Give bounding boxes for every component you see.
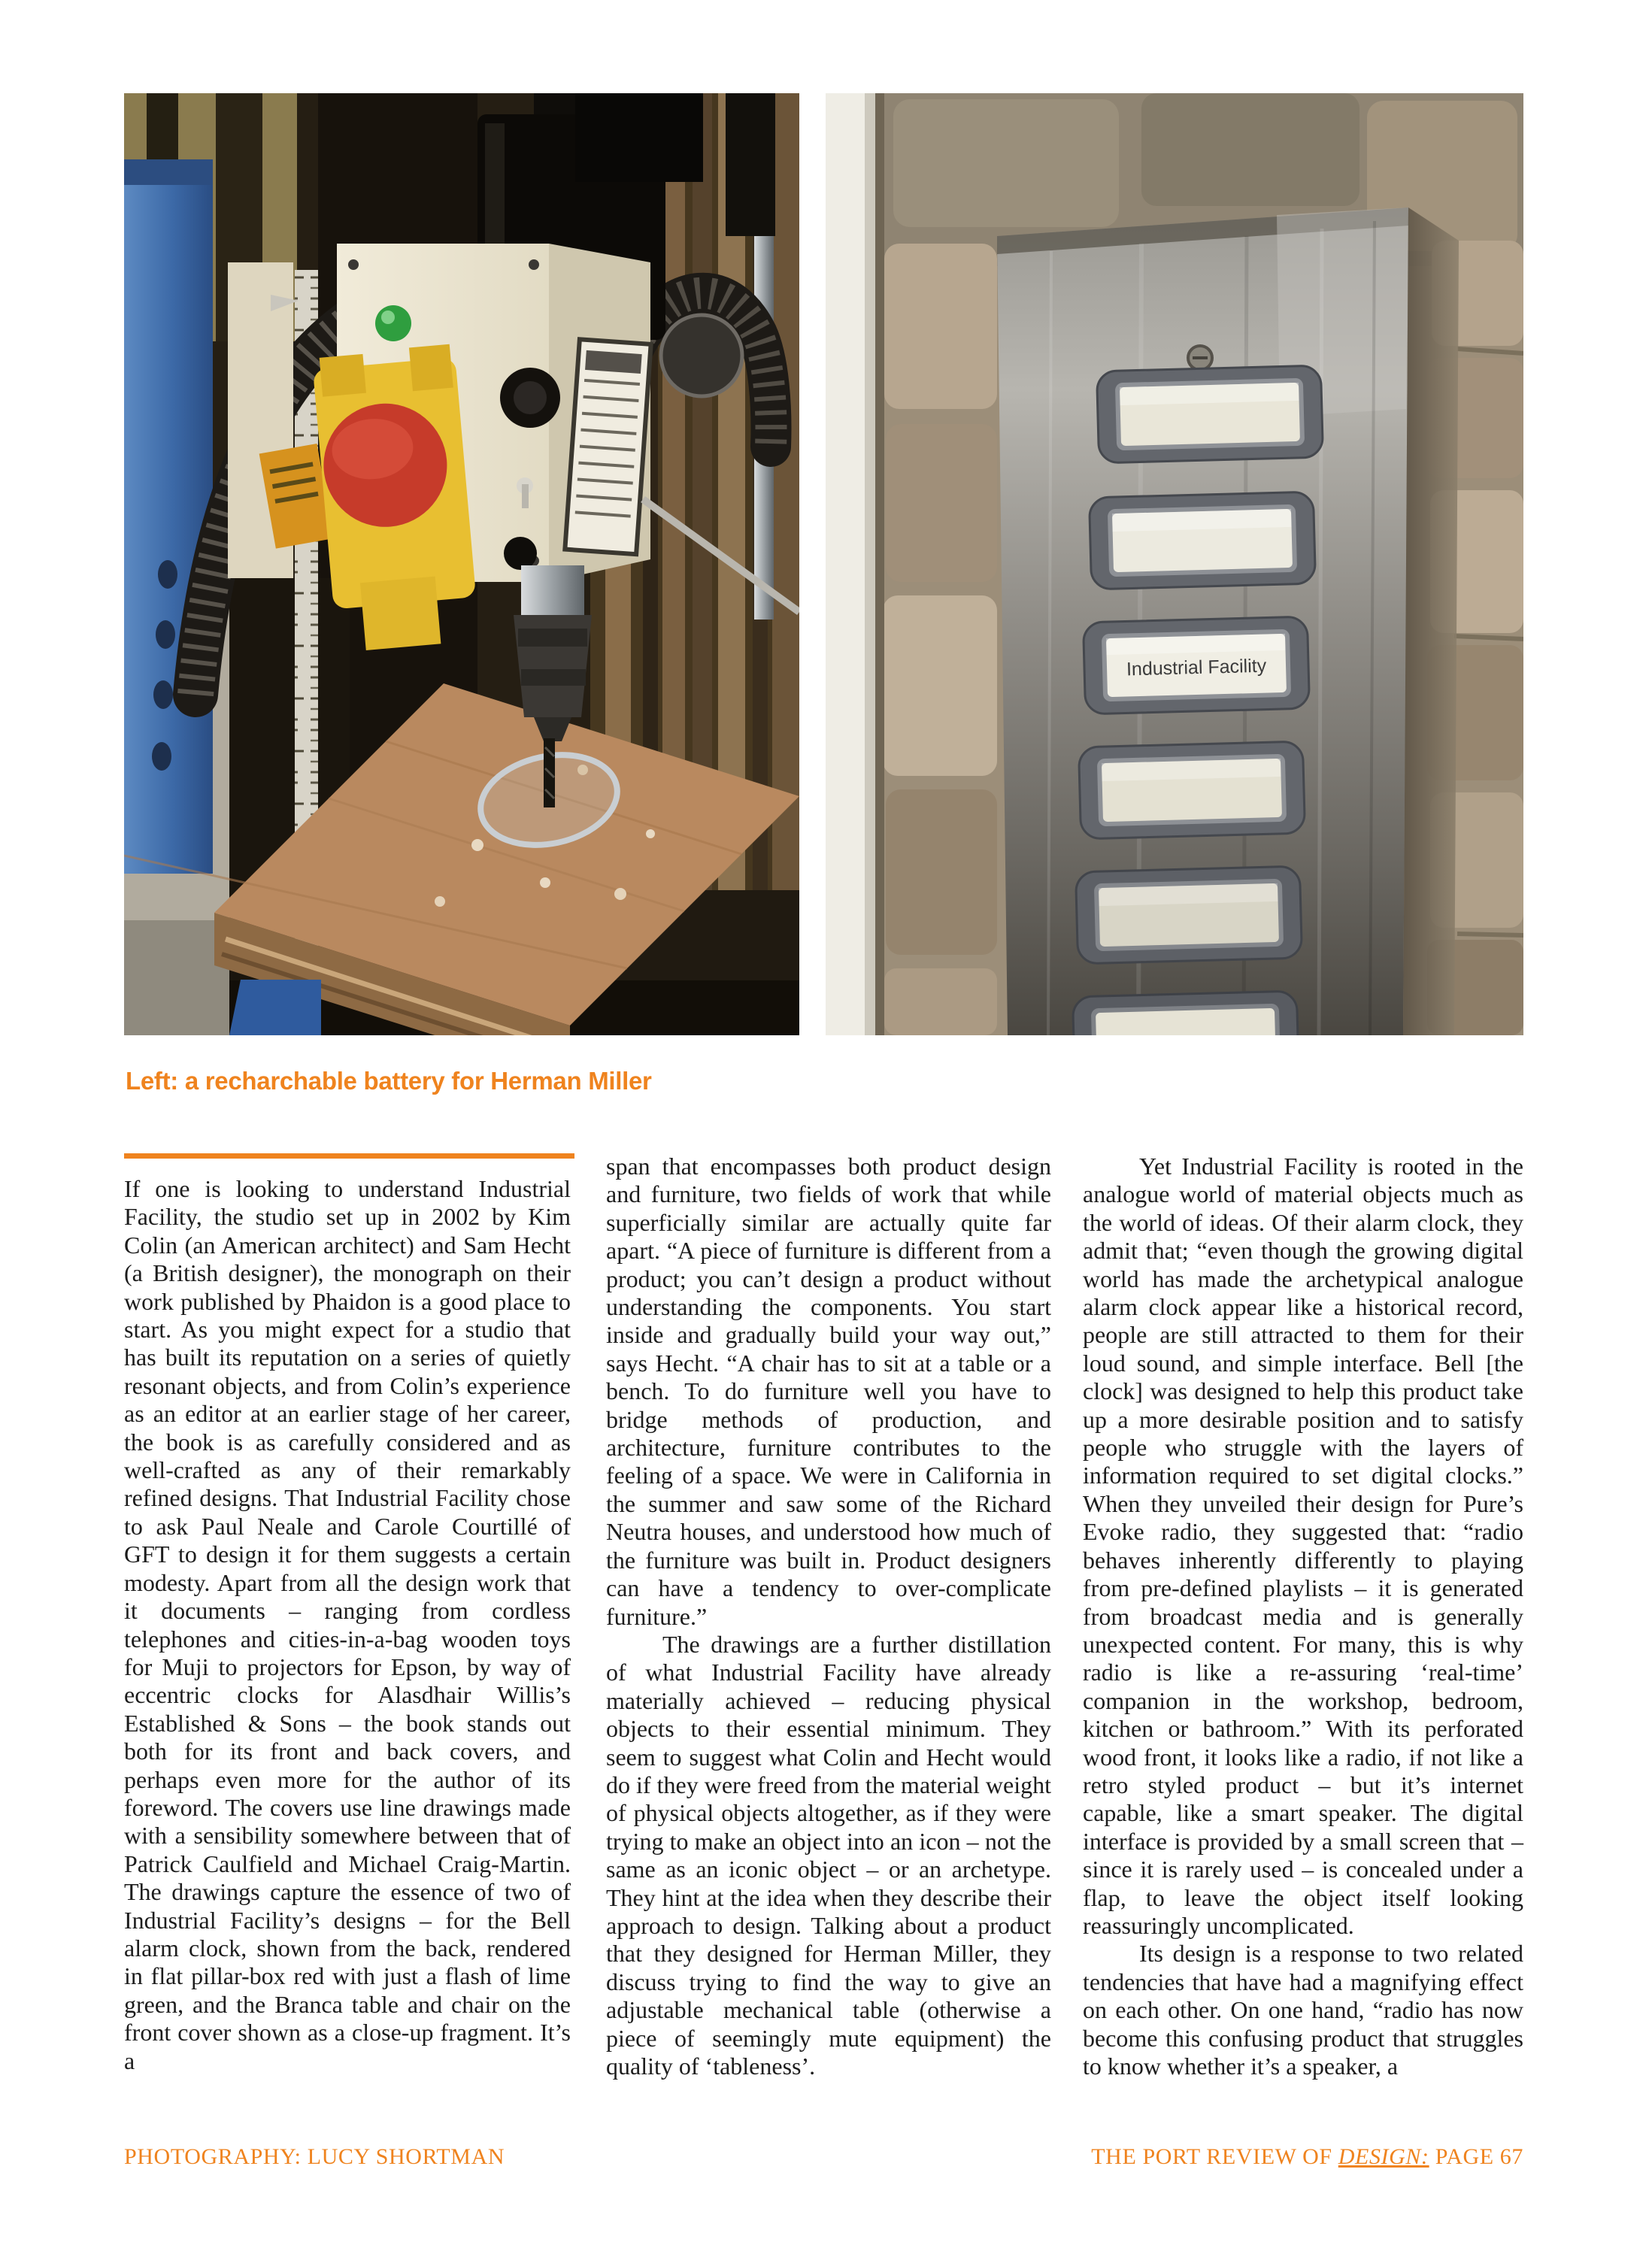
photo-drill-press	[124, 93, 799, 1035]
article-column-3	[1083, 1153, 1523, 2080]
paragraph: Its design is a response to two related tendencies that have had a magnifying effect on each other. On one hand, “radio has now become this confusing product that struggles to know whether it’s a speaker, a	[1083, 1940, 1523, 2080]
bell-plate-4[interactable]	[1078, 741, 1305, 839]
green-indicator-light	[375, 305, 411, 341]
blue-machine-column	[124, 159, 213, 874]
bell-plate-industrial-facility[interactable]	[1083, 617, 1309, 714]
paragraph: If one is looking to understand Industrial Facility, the studio set up in 2002 by Kim Colin (an American architect) and Sam Hecht (a British designer), the monograph on their work published by Phaidon is a good place to start. As you might expect for a studio that has built its reputation on a series of quietly resonant objects, and from Colin’s experience as an editor at an earlier stage of her career, the book is as carefully considered and as well-crafted as any of their remarkably refined designs. That Industrial Facility chose to ask Paul Neale and Carole Courtillé of GFT to design it for them suggests a certain modesty. Apart from all the design work that it documents – ranging from cordless telephones and cities-in-a-bag wooden toys for Muji to projectors for Epson, by way of eccentric clocks for Alasdhair Willis’s Established & Sons – the book stands out both for its front and back covers, and perhaps even more for the author of its foreword. The covers use line drawings made with a sensibility somewhere between that of Patrick Caulfield and Michael Craig-Martin. The drawings capture the essence of two of Industrial Facility’s designs – for the Bell alarm clock, shown from the back, rendered in flat pillar-box red with just a flash of lime green, and the Branca table and chair on the front cover shown as a close-up fragment. It’s a	[124, 1175, 571, 2074]
article-column-2	[606, 1153, 1051, 2080]
doorbell-panel-illustration	[826, 93, 1523, 1035]
photo-doorbell-panel	[826, 93, 1523, 1035]
paragraph: Yet Industrial Facility is rooted in the analogue world of material objects much as the world of ideas. Of their alarm clock, they admit that; “even though the growing digital world has made the archetypical analogue alarm clock appear like a historical record, people are still attracted to them for their loud sound, and simple interface. Bell [the clock] was designed to help this product take up a more desirable position and to satisfy people who struggle with the layers of information required to set digital clocks.” When they unveiled their design for Pure’s Evoke radio, they suggested that: “radio behaves inherently differently to playing from pre-defined playlists – it is generated from broadcast media and is generally unexpected content. For many, this is why radio is like a re-assuring ‘real-time’ companion in the workshop, bedroom, kitchen or bathroom.” With its perforated wood front, it looks like a radio, if not like a retro styled product – but it’s internet capable, like a smart speaker. The digital interface is provided by a small screen that – since it is rarely used – is concealed under a flap, to leave the object itself looking reassuringly uncomplicated.	[1083, 1153, 1523, 1939]
page-footer	[1091, 2144, 1523, 2169]
bell-plate-5[interactable]	[1075, 866, 1302, 964]
drill-press-illustration	[124, 93, 799, 1035]
section-rule	[124, 1153, 574, 1159]
paragraph: span that encompasses both product design and furniture, two fields of work that while superficially similar are actually quite far apart. “A piece of furniture is different from a product; you can’t design a product without understanding the components. You start inside and gradually build your way out,” says Hecht. “A chair has to sit at a table or a bench. To do furniture well you have to bridge methods of production, and architecture, furniture contributes to the feeling of a space. We were in California in the summer and saw some of the Richard Neutra houses, and understood how much of the furniture was built in. Product designers can have a tendency to over-complicate furniture.”	[606, 1153, 1051, 1630]
article-column-1	[124, 1175, 571, 2075]
door-frame-edge	[826, 93, 871, 1035]
fuse-holder	[504, 537, 537, 570]
footer-prefix: THE PORT REVIEW OF	[1091, 2144, 1338, 2169]
blue-clamp	[229, 980, 321, 1035]
bell-plate-2[interactable]	[1089, 492, 1315, 589]
bell-plate-6[interactable]	[1072, 991, 1299, 1035]
journal-title: DESIGN:	[1338, 2144, 1429, 2169]
bell-plate-1[interactable]	[1096, 365, 1323, 463]
footer-page-number: PAGE 67	[1429, 2144, 1523, 2169]
spec-label	[565, 339, 650, 554]
panel-screw	[1188, 346, 1212, 370]
nameplate-label: Industrial Facility	[1126, 655, 1267, 680]
photography-credit: PHOTOGRAPHY: LUCY SHORTMAN	[124, 2144, 505, 2169]
depth-stop-wheel	[661, 315, 742, 396]
paragraph: The drawings are a further distillation of what Industrial Facility have already materially achieved – reducing physical objects to their essential minimum. They seem to suggest what Colin and Hecht would do if they were freed from the material weight of physical objects altogether, as if they were trying to make an object into an icon – not the same as an iconic object – or an archetype. They hint at the idea when they describe their approach to design. Talking about a product that they designed for Herman Miller, they discuss trying to find the way to give an adjustable mechanical table (otherwise a piece of seemingly mute equipment) the quality of ‘tableness’.	[606, 1630, 1051, 2080]
photo-caption: Left: a recharchable battery for Herman Miller	[126, 1067, 652, 1095]
